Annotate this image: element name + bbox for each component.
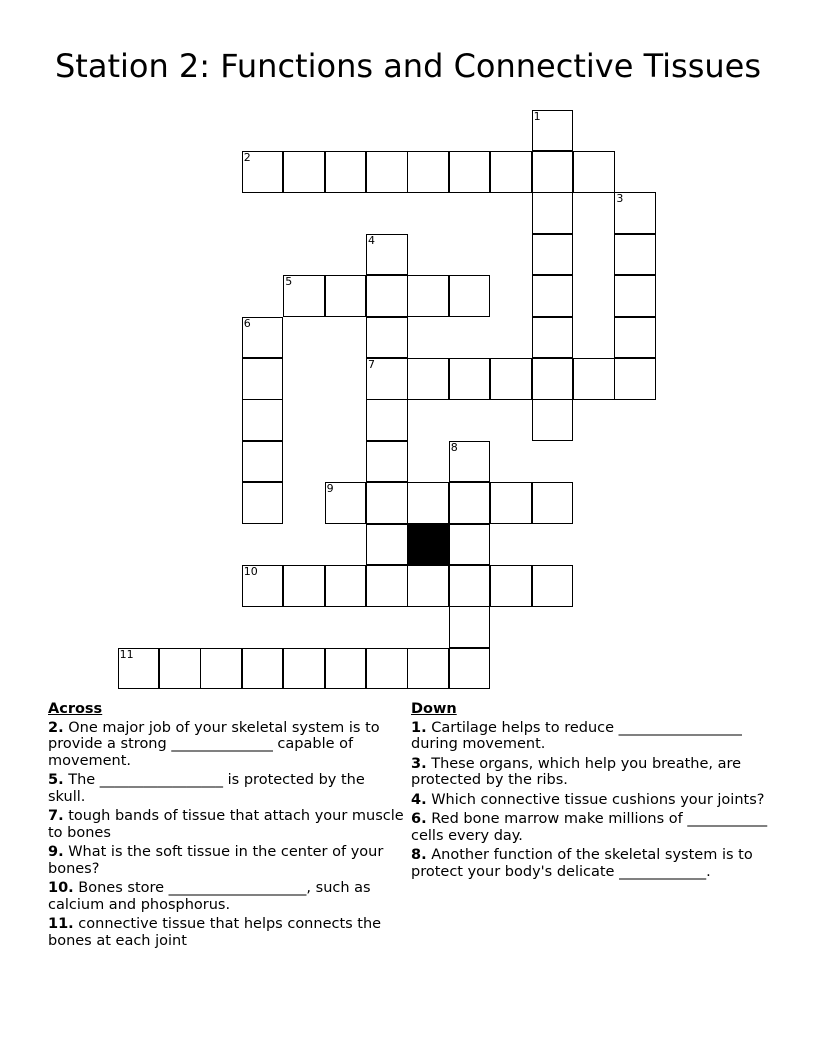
grid-cell[interactable]: [283, 151, 325, 193]
clue-number-label: 10: [243, 565, 258, 578]
grid-cell[interactable]: [242, 358, 284, 400]
grid-cell[interactable]: [366, 275, 408, 317]
grid-cell[interactable]: [366, 234, 408, 276]
clue-number: 10.: [48, 880, 74, 896]
grid-cell[interactable]: [532, 399, 574, 441]
grid-cell[interactable]: [532, 110, 574, 152]
clue-across-11: [48, 916, 404, 949]
clue-text: tough bands of tissue that attach your muscle to bones: [48, 808, 404, 841]
grid-cell[interactable]: [325, 151, 367, 193]
grid-cell[interactable]: [532, 275, 574, 317]
grid-cell[interactable]: [449, 275, 491, 317]
grid-cell[interactable]: [490, 565, 532, 607]
clue-number: 2.: [48, 719, 64, 736]
clue-number: 7.: [48, 808, 64, 824]
grid-cell[interactable]: [242, 151, 284, 193]
grid-cell[interactable]: [407, 565, 449, 607]
grid-cell[interactable]: [366, 482, 408, 524]
clue-across-7: [48, 808, 404, 841]
clue-down-1: [411, 720, 771, 753]
grid-cell[interactable]: [407, 358, 449, 400]
clue-text: The _________________ is protected by the skull.: [48, 772, 365, 805]
grid-cell[interactable]: [490, 482, 532, 524]
grid-cell[interactable]: [532, 317, 574, 359]
grid-cell[interactable]: [242, 482, 284, 524]
grid-cell[interactable]: [614, 234, 656, 276]
clue-number-label: 9: [326, 482, 334, 496]
grid-cell[interactable]: [532, 234, 574, 276]
page-title: Station 2: Functions and Connective Tissues: [54, 47, 761, 85]
clue-number-label: 2: [243, 151, 251, 164]
grid-cell[interactable]: [366, 524, 408, 566]
grid-cell[interactable]: [407, 482, 449, 524]
grid-cell[interactable]: [532, 565, 574, 607]
grid-cell[interactable]: [366, 151, 408, 193]
grid-cell[interactable]: [490, 151, 532, 193]
across-clues: [48, 701, 404, 952]
grid-cell[interactable]: [159, 648, 201, 690]
grid-cell[interactable]: [449, 565, 491, 607]
clue-number-label: 8: [450, 440, 458, 454]
grid-cell[interactable]: [449, 482, 491, 524]
grid-cell[interactable]: [614, 192, 656, 234]
grid-cell[interactable]: [407, 275, 449, 317]
clue-number: 1.: [411, 719, 427, 736]
grid-cell[interactable]: [325, 565, 367, 607]
clue-text: Another function of the skeletal system is to protect your body's delicate ____________.: [411, 847, 753, 880]
grid-cell[interactable]: [532, 151, 574, 193]
clue-number: 8.: [411, 847, 427, 863]
clue-number: 6.: [411, 811, 427, 827]
clue-text: Bones store ___________________, such as calcium and phosphorus.: [48, 880, 371, 913]
grid-cell[interactable]: [242, 565, 284, 607]
grid-cell[interactable]: [283, 565, 325, 607]
clue-number: 9.: [48, 844, 64, 860]
clue-number-label: 1: [533, 109, 541, 123]
clue-text: Red bone marrow make millions of ___________ cells every day.: [411, 811, 768, 844]
grid-cell[interactable]: [573, 151, 615, 193]
grid-cell[interactable]: [449, 358, 491, 400]
down-heading: Down: [411, 701, 457, 717]
clue-number: 11.: [48, 916, 74, 932]
clue-down-4: [411, 792, 771, 809]
clue-across-9: [48, 844, 404, 877]
grid-cell[interactable]: [449, 151, 491, 193]
clue-number-label: 5: [285, 275, 293, 289]
grid-cell[interactable]: [614, 358, 656, 400]
grid-cell[interactable]: [325, 275, 367, 317]
grid-cell[interactable]: [490, 358, 532, 400]
grid-cell[interactable]: [366, 317, 408, 359]
grid-cell[interactable]: [283, 275, 325, 317]
clue-text: These organs, which help you breathe, are protected by the ribs.: [411, 755, 742, 788]
clue-number-label: 3: [616, 192, 624, 206]
clue-text: What is the soft tissue in the center of your bones?: [48, 844, 384, 877]
across-heading: Across: [48, 701, 103, 717]
grid-cell[interactable]: [242, 317, 284, 359]
grid-cell[interactable]: [242, 399, 284, 441]
grid-cell[interactable]: [242, 648, 284, 690]
grid-cell[interactable]: [242, 441, 284, 483]
clue-across-5: [48, 772, 404, 805]
clue-down-8: [411, 847, 771, 880]
grid-cell[interactable]: [325, 648, 367, 690]
clue-across-2: [48, 720, 404, 770]
grid-cell[interactable]: [366, 358, 408, 400]
clue-text: Which connective tissue cushions your joints?: [431, 791, 765, 808]
grid-cell[interactable]: [614, 275, 656, 317]
grid-cell[interactable]: [532, 358, 574, 400]
grid-cell[interactable]: [283, 648, 325, 690]
grid-cell[interactable]: [366, 399, 408, 441]
grid-cell[interactable]: [366, 441, 408, 483]
grid-cell[interactable]: [532, 192, 574, 234]
clue-number-label: 7: [368, 358, 375, 371]
grid-cell[interactable]: [573, 358, 615, 400]
black-cell: [407, 524, 449, 566]
grid-cell[interactable]: [449, 441, 491, 483]
grid-cell[interactable]: [118, 648, 160, 690]
clue-number: 4.: [411, 791, 427, 808]
clue-down-6: [411, 811, 771, 844]
grid-cell[interactable]: [366, 648, 408, 690]
clue-number-label: 11: [119, 647, 134, 661]
grid-cell[interactable]: [200, 648, 242, 690]
grid-cell[interactable]: [325, 482, 367, 524]
clue-number: 3.: [411, 755, 427, 772]
grid-cell[interactable]: [407, 648, 449, 690]
clue-number: 5.: [48, 772, 64, 788]
grid-cell[interactable]: [449, 606, 491, 648]
down-clues: [411, 701, 771, 883]
grid-cell[interactable]: [614, 317, 656, 359]
grid-cell[interactable]: [366, 565, 408, 607]
grid-cell[interactable]: [449, 648, 491, 690]
clue-down-3: [411, 756, 771, 789]
clue-text: One major job of your skeletal system is to provide a strong ______________ capable of movement.: [48, 719, 380, 769]
clue-text: connective tissue that helps connects the bones at each joint: [48, 916, 382, 949]
grid-cell[interactable]: [407, 151, 449, 193]
grid-cell[interactable]: [532, 482, 574, 524]
grid-cell[interactable]: [449, 524, 491, 566]
clue-text: Cartilage helps to reduce _________________ during movement.: [411, 719, 742, 752]
clue-number-label: 4: [368, 233, 375, 247]
clue-across-10: [48, 880, 404, 913]
clue-number-label: 6: [243, 316, 251, 330]
